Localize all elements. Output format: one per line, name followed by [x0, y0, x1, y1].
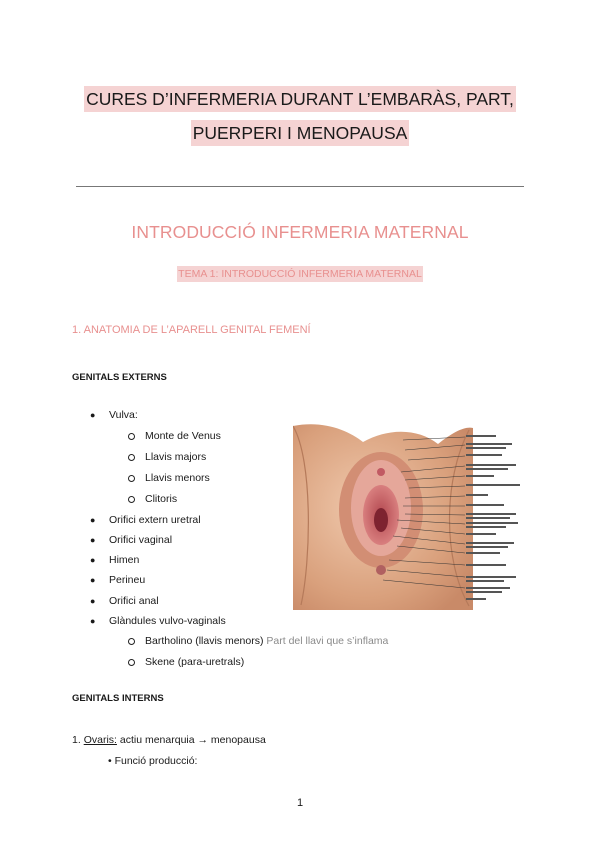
- bullet-icon: ●: [90, 616, 96, 626]
- list-item: Glàndules vulvo-vaginals: [109, 615, 226, 627]
- circle-bullet-icon: [128, 454, 135, 461]
- chapter-heading: INTRODUCCIÓ INFERMERIA MATERNAL: [131, 222, 469, 242]
- list-item-bartholino: Bartholino (llavis menors) Part del llavi que s’inflama: [145, 635, 389, 647]
- list-item-subitem: Clitoris: [145, 493, 178, 505]
- list-item-ovaris: 1. Ovaris: actiu menarquia → menopausa: [72, 734, 266, 746]
- document-title-line2: PUERPERI I MENOPAUSA: [0, 122, 600, 144]
- horizontal-divider: [76, 186, 524, 187]
- document-title-line1: CURES D’INFERMERIA DURANT L’EMBARÀS, PART,: [0, 88, 600, 110]
- list-item: Orifici extern uretral: [109, 514, 201, 526]
- bullet-icon: ●: [90, 515, 96, 525]
- circle-bullet-icon: [128, 659, 135, 666]
- circle-bullet-icon: [128, 433, 135, 440]
- page-number: 1: [296, 797, 304, 809]
- circle-bullet-icon: [128, 638, 135, 645]
- list-item-subitem: Monte de Venus: [145, 430, 221, 442]
- external-genitals-heading: GENITALS EXTERNS: [72, 372, 167, 383]
- section-heading: 1. ANATOMIA DE L’APARELL GENITAL FEMENÍ: [72, 324, 311, 336]
- list-item: Himen: [109, 554, 140, 566]
- circle-bullet-icon: [128, 475, 135, 482]
- bullet-icon: ●: [90, 555, 96, 565]
- bullet-icon: ●: [90, 596, 96, 606]
- topic-heading: TEMA 1: INTRODUCCIÓ INFERMERIA MATERNAL: [178, 268, 422, 280]
- bullet-icon: ●: [90, 575, 96, 585]
- circle-bullet-icon: [128, 496, 135, 503]
- list-item: Orifici vaginal: [109, 534, 173, 546]
- list-item: Perineu: [109, 574, 146, 586]
- note-text: Part del llavi que s’inflama: [266, 635, 389, 647]
- list-item-subitem: Llavis majors: [145, 451, 207, 463]
- bullet-icon: ●: [90, 410, 96, 420]
- bullet-icon: ●: [90, 535, 96, 545]
- list-item: Orifici anal: [109, 595, 159, 607]
- list-item-subitem: Llavis menors: [145, 472, 210, 484]
- list-item-subitem: • Funció producció:: [108, 755, 198, 767]
- internal-genitals-heading: GENITALS INTERNS: [72, 693, 164, 704]
- list-item-skene: Skene (para-uretrals): [145, 656, 245, 668]
- list-item-vulva: Vulva:: [109, 409, 138, 421]
- anatomy-illustration: [293, 420, 525, 610]
